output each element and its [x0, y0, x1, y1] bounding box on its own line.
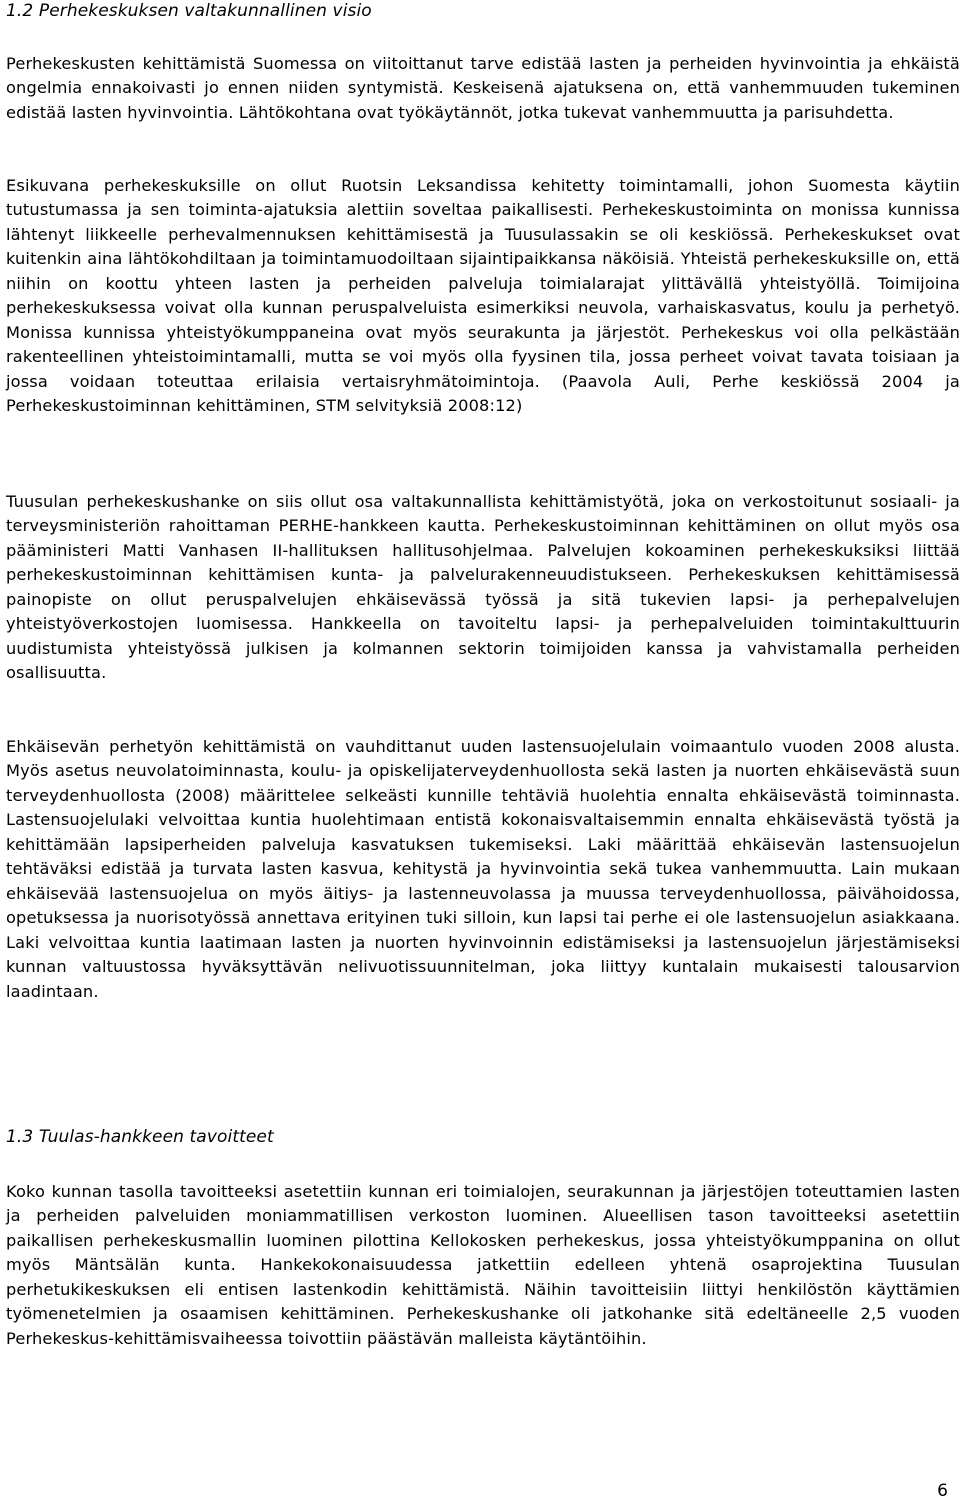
section-heading-1-2: 1.2 Perhekeskuksen valtakunnallinen visio [6, 1, 372, 21]
paragraph-tuusula-project: Tuusulan perhekeskushanke on siis ollut osa valtakunnallista kehittämistyötä, joka on verkostoitunut sosiaali- ja terveysministeriön rahoittaman PERHE-hankkeen kautta. Perhekeskustoiminnan kehittäminen on ollut myös osa pääministeri Matti Vanhasen II-hallituksen hallitusohjelmaa. Palvelujen kokoaminen perhekeskuksiksi liittää perhekeskustoiminnan kehittämisen kunta- ja palvelurakenneuudistukseen. Perhekeskuksen kehittämisessä painopiste on ollut peruspalvelujen ehkäisevässä työssä ja sitä tukevien lapsi- ja perhepalvelujen yhteistyöverkostojen luomisessa. Hankkeella on tavoiteltu lapsi- ja perhepalveluiden toimintakulttuurin uudistumista yhteistyössä julkisen ja kolmannen sektorin toimijoiden kanssa ja vahvistamalla perheiden osallisuutta. [6, 492, 960, 683]
section-heading-1-3: 1.3 Tuulas-hankkeen tavoitteet [6, 1127, 274, 1147]
paragraph-project-goals: Koko kunnan tasolla tavoitteeksi asetettiin kunnan eri toimialojen, seurakunnan ja järjestöjen toteuttamien lasten ja perheiden palveluiden moniammatillisen verkoston luominen. Alueellisen tason tavoitteeksi asetettiin paikallisen perhekeskusmallin luominen pilottina Kellokosken perhekeskus, jossa yhteistyökumppanina on ollut myös Mäntsälän kunta. Hankekokonaisuudessa jatkettiin edelleen yhtenä osaprojektina Tuusulan perhetukikeskuksen eli entisen lastenkodin kehittämistä. Näihin tavoitteisiin liittyi henkilöstön käyttämien työmenetelmien ja osaamisen kehittäminen. Perhekeskushanke oli jatkohanke sitä edeltäneelle 2,5 vuoden Perhekeskus-kehittämisvaiheessa toivottiin päästävän malleista käytäntöihin. [6, 1182, 960, 1348]
paragraph-preventive-work: Ehkäisevän perhetyön kehittämistä on vauhdittanut uuden lastensuojelulain voimaantulo vuoden 2008 alusta. Myös asetus neuvolatoiminnasta, koulu- ja opiskelijaterveydenhuollosta sekä lasten ja nuorten ehkäisevästä suun terveydenhuollosta (2008) määrittelee selkeästi kunnille tehtäviä huolehtia ennalta ehkäisevästä toiminnasta. Lastensuojelulaki velvoittaa kuntia huolehtimaan entistä kokonaisvaltaisemmin ennalta ehkäisevästä työstä ja kehittämään lapsiperheiden palveluja kasvatuksen tukemiseksi. Laki määrittää ehkäisevän lastensuojelun tehtäväksi edistää ja turvata lasten kasvua, kehitystä ja hyvinvointia sekä tukea vanhemmuutta. Lain mukaan ehkäisevää lastensuojelua on myös äitiys- ja lastenneuvolassa ja muussa terveydenhuollossa, päivähoidossa, opetuksessa ja nuorisotyössä annettava erityinen tuki silloin, kun lapsi tai perhe ei ole lastensuojelun asiakkaana. Laki velvoittaa kuntia laatimaan lasten ja nuorten hyvinvoinnin edistämiseksi ja lastensuojelun järjestämiseksi kunnan valtuustossa hyväksyttävän nelivuotissuunnitelman, joka liittyy kuntalain mukaisesti talousarvion laadintaan. [6, 737, 960, 1001]
page-number: 6 [937, 1481, 948, 1501]
paragraph-leksand-model: Esikuvana perhekeskuksille on ollut Ruotsin Leksandissa kehitetty toimintamalli, johon Suomesta käytiin tutustumassa ja sen toiminta-ajatuksia alettiin soveltaa paikallisesti. Perhekeskustoiminta on monissa kunnissa lähtenyt liikkeelle perhevalmennuksen kehittämisestä ja Tuusulassakin se oli keskiössä. Perhekeskukset ovat kuitenkin aina lähtökohdiltaan ja toimintamuodoiltaan sijaintipaikkansa näköisiä. Yhteistä perhekeskuksille on, että niihin on koottu yhteen lasten ja perheiden palveluja toimialarajat ylittävällä yhteistyöllä. Toimijoina perhekeskuksessa voivat olla kunnan peruspalveluista esimerkiksi neuvola, varhaiskasvatus, koulu ja perhetyö. Monissa kunnissa yhteistyökumppaneina ovat myös seurakunta ja järjestöt. Perhekeskus voi olla pelkästään rakenteellinen yhteistoimintamalli, mutta se voi myös olla fyysinen tila, jossa perheet voivat tavata toisiaan ja jossa voidaan toteuttaa erilaisia vertaisryhmätoimintoja. (Paavola Auli, Perhe keskiössä 2004 ja Perhekeskustoiminnan kehittäminen, STM selvityksiä 2008:12) [6, 176, 960, 416]
paragraph-vision-intro: Perhekeskusten kehittämistä Suomessa on viitoittanut tarve edistää lasten ja perheiden hyvinvointia ja ehkäistä ongelmia ennakoivasti jo ennen niiden syntymistä. Keskeisenä ajatuksena on, että vanhemmuuden tukeminen edistää lasten hyvinvointia. Lähtökohtana ovat työkäytännöt, jotka tukevat vanhemmuutta ja parisuhdetta. [6, 54, 960, 122]
